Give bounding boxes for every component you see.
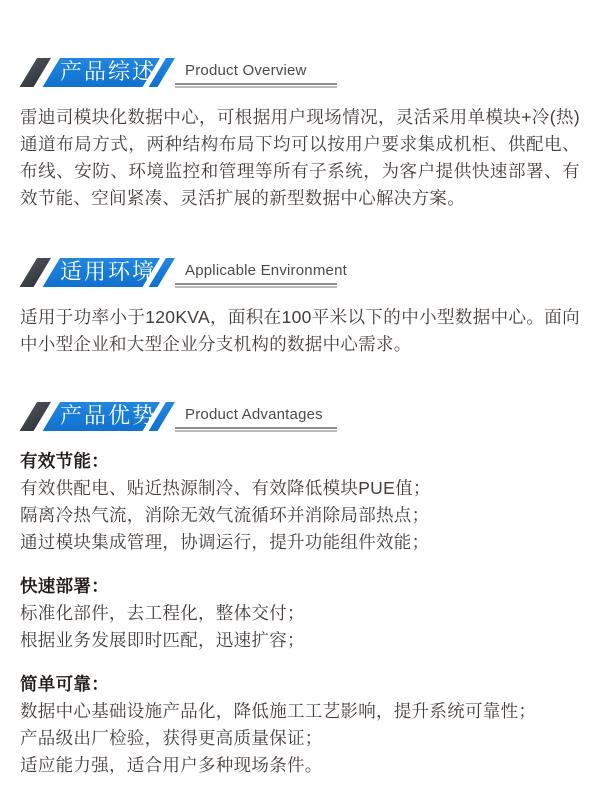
advantage-heading: 有效节能： — [20, 451, 109, 471]
advantage-group-simple-reliable — [20, 671, 580, 779]
advantage-line: 有效供配电、贴近热源制冷、有效降低模块PUE值； — [20, 478, 431, 498]
advantage-group-energy-saving — [20, 448, 580, 556]
overview-paragraph: 雷迪司模块化数据中心，可根据用户现场情况，灵活采用单模块+冷(热)通道布局方式，两种结构布局下均可以按用户要求集成机柜、供配电、布线、安防、环境监控和管理等所有子系统，为客户提供快速部署、有效节能、空间紧凑、灵活扩展的新型数据中心解决方案。 — [20, 107, 580, 208]
section-title-en: Applicable Environment — [185, 262, 347, 279]
section-header-applicable-environment — [0, 258, 600, 287]
advantage-line: 适应能力强，适合用户多种现场条件。 — [20, 755, 323, 775]
advantage-line: 隔离冷热气流，消除无效气流循环并消除局部热点； — [20, 505, 430, 525]
advantage-line: 产品级出厂检验，获得更高质量保证； — [20, 728, 323, 748]
advantage-group-rapid-deployment — [20, 573, 580, 654]
advantage-heading: 简单可靠： — [20, 674, 109, 694]
header-underline — [175, 427, 337, 432]
section-title-zh: 产品优势 — [59, 404, 156, 429]
advantage-line: 数据中心基础设施产品化，降低施工工艺影响，提升系统可靠性； — [20, 701, 537, 721]
environment-paragraph: 适用于功率小于120KVA，面积在100平米以下的中小型数据中心。面向中小型企业和大型企业分支机构的数据中心需求。 — [20, 307, 580, 354]
section-title-zh: 产品综述 — [59, 60, 156, 85]
header-underline — [175, 283, 337, 288]
section-header-product-advantages — [0, 402, 600, 431]
advantage-line: 通过模块集成管理，协调运行，提升功能组件效能； — [20, 532, 430, 552]
advantage-heading: 快速部署： — [20, 576, 109, 596]
advantage-line: 标准化部件，去工程化，整体交付； — [20, 603, 305, 623]
section-title-zh: 适用环境 — [59, 260, 156, 285]
advantages-list — [20, 448, 580, 779]
advantage-line: 根据业务发展即时匹配，迅速扩容； — [20, 630, 305, 650]
header-underline — [175, 83, 337, 88]
section-title-en: Product Advantages — [185, 406, 323, 423]
section-header-product-overview — [0, 58, 600, 87]
section-title-en: Product Overview — [185, 62, 307, 79]
